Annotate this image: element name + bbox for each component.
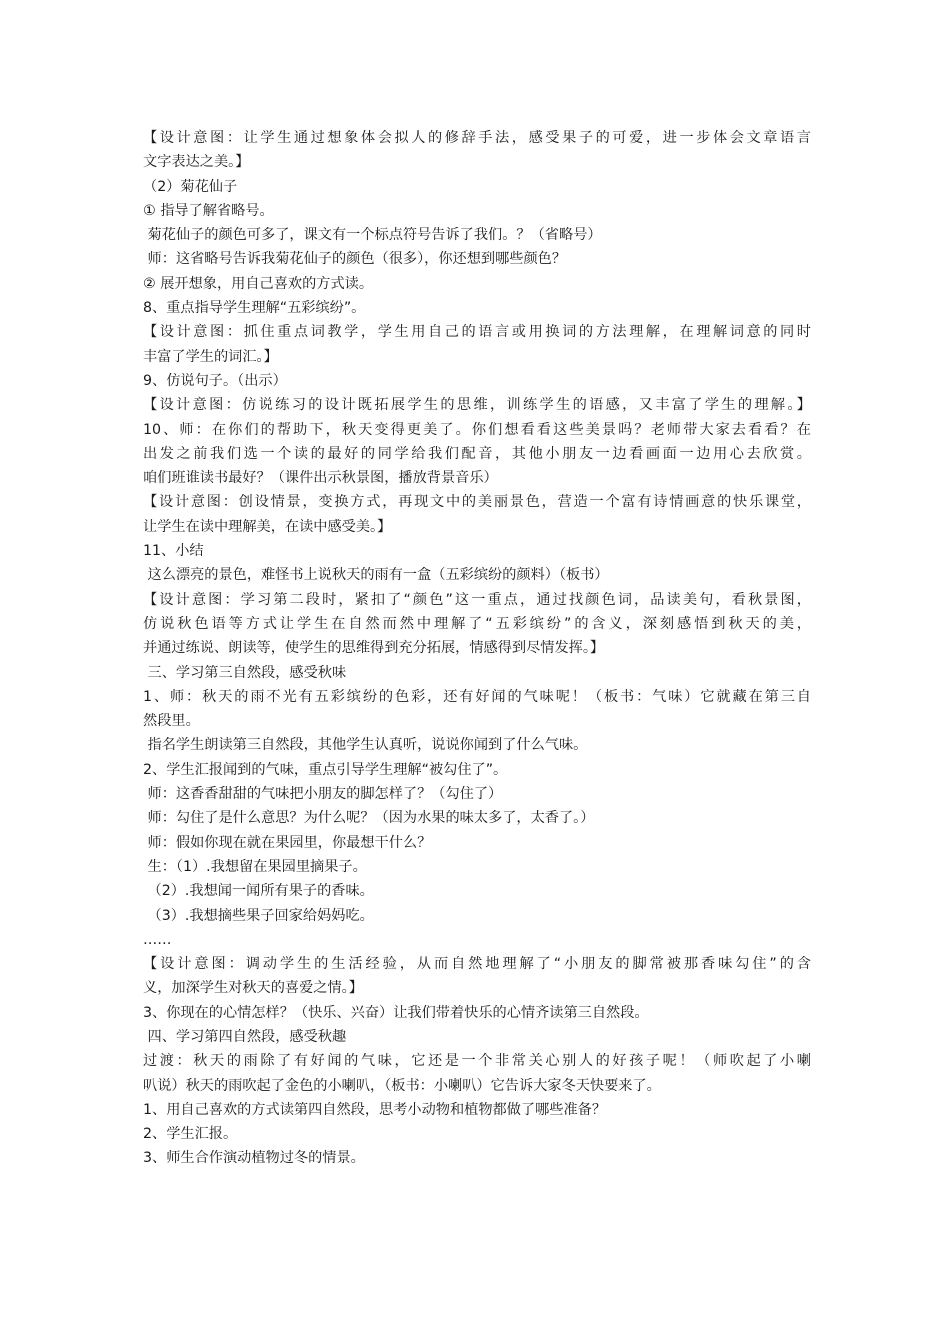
text-line: 这么漂亮的景色，难怪书上说秋天的雨有一盒（五彩缤纷的颜料）（板书） (143, 567, 609, 584)
text-line: 文字表达之美。】 (143, 154, 250, 171)
text-line: 义，加深学生对秋天的喜爱之情。】 (143, 980, 363, 997)
text-line: ① 指导了解省略号。 (143, 202, 274, 219)
text-line: 叭说）秋天的雨吹起了金色的小喇叭，（板书：小喇叭）它告诉大家冬天快要来了。 (143, 1077, 661, 1094)
text-line: 并通过练说、朗读等，使学生的思维得到充分拓展，情感得到尽情发挥。】 (143, 640, 605, 657)
text-line: 师：这省略号告诉我菊花仙子的颜色（很多），你还想到哪些颜色？ (143, 251, 567, 268)
text-line: （2）.我想闻一闻所有果子的香味。 (143, 883, 374, 900)
section-heading: 11、小结 (143, 543, 204, 560)
text-line: 【设计意图：学习第二段时，紧扣了“颜色”这一重点，通过找颜色词，品读美句，看秋景图， (143, 591, 811, 608)
text-line: 仿说秋色语等方式让学生在自然而然中理解了“五彩缤纷”的含义，深刻感悟到秋天的美， (143, 615, 811, 632)
section-heading: 三、学习第三自然段，感受秋味 (143, 664, 347, 681)
text-line: 1、用自己喜欢的方式读第四自然段，思考小动物和植物都做了哪些准备？ (143, 1101, 607, 1118)
text-line: 【设计意图：让学生通过想象体会拟人的修辞手法，感受果子的可爱，进一步体会文章语言 (143, 130, 811, 146)
text-line: …… (143, 931, 172, 948)
section-heading: 四、学习第四自然段，感受秋趣 (143, 1028, 347, 1045)
text-line: 3、你现在的心情怎样？（快乐、兴奋）让我们带着快乐的心情齐读第三自然段。 (143, 1004, 649, 1021)
document-body (143, 126, 811, 1171)
text-line: 师：这香香甜甜的气味把小朋友的脚怎样了？（勾住了） (143, 786, 503, 803)
text-line: 让学生在读中理解美，在读中感受美。】 (143, 518, 392, 535)
text-line: 师：勾住了是什么意思？为什么呢？（因为水果的味太多了，太香了。） (143, 810, 595, 827)
text-line: 菊花仙子的颜色可多了，课文有一个标点符号告诉了我们。？（省略号） (143, 227, 602, 244)
text-line: 【设计意图：抓住重点词教学，学生用自己的语言或用换词的方法理解，在理解词意的同时 (143, 324, 811, 341)
text-line: 【设计意图：调动学生的生活经验，从而自然地理解了“小朋友的脚常被那香味勾住”的含 (143, 956, 811, 973)
text-line: 【设计意图：创设情景，变换方式，再现文中的美丽景色，营造一个富有诗情画意的快乐课堂， (143, 494, 811, 511)
text-line: 【设计意图：仿说练习的设计既拓展学生的思维，训练学生的语感，又丰富了学生的理解。】 (143, 397, 811, 414)
text-line: 过渡：秋天的雨除了有好闻的气味，它还是一个非常关心别人的好孩子呢！（师吹起了小喇 (143, 1053, 811, 1070)
text-line: 出发之前我们选一个读的最好的同学给我们配音，其他小朋友一边看画面一边用心去欣赏。 (143, 445, 811, 462)
text-line: 3、师生合作演动植物过冬的情景。 (143, 1150, 365, 1167)
text-line: ② 展开想象，用自己喜欢的方式读。 (143, 275, 374, 292)
text-line: 2、学生汇报。 (143, 1126, 238, 1143)
text-line: 生：（1）.我想留在果园里摘果子。 (143, 858, 367, 875)
text-line: 咱们班谁读书最好？（课件出示秋景图，播放背景音乐） (143, 470, 498, 487)
text-line: （3）.我想摘些果子回家给妈妈吃。 (143, 907, 374, 924)
text-line: 10、师：在你们的帮助下，秋天变得更美了。你们想看看这些美景吗？老师带大家去看看？在 (143, 421, 811, 438)
text-line: 指名学生朗读第三自然段，其他学生认真听，说说你闻到了什么气味。 (143, 737, 588, 754)
section-heading: 9、仿说句子。（出示） (143, 372, 287, 389)
text-line: 师：假如你现在就在果园里，你最想干什么？ (143, 834, 432, 851)
text-line: 1、师：秋天的雨不光有五彩缤纷的色彩，还有好闻的气味呢！（板书：气味）它就藏在第三自 (143, 688, 811, 705)
text-line: 2、学生汇报闻到的气味，重点引导学生理解“被勾住了”。 (143, 761, 508, 778)
text-line: 然段里。 (143, 713, 200, 730)
section-heading: 8、重点指导学生理解“五彩缤纷”。 (143, 300, 366, 317)
text-line: 丰富了学生的词汇。】 (143, 348, 278, 365)
text-line: （2）菊花仙子 (143, 178, 238, 195)
